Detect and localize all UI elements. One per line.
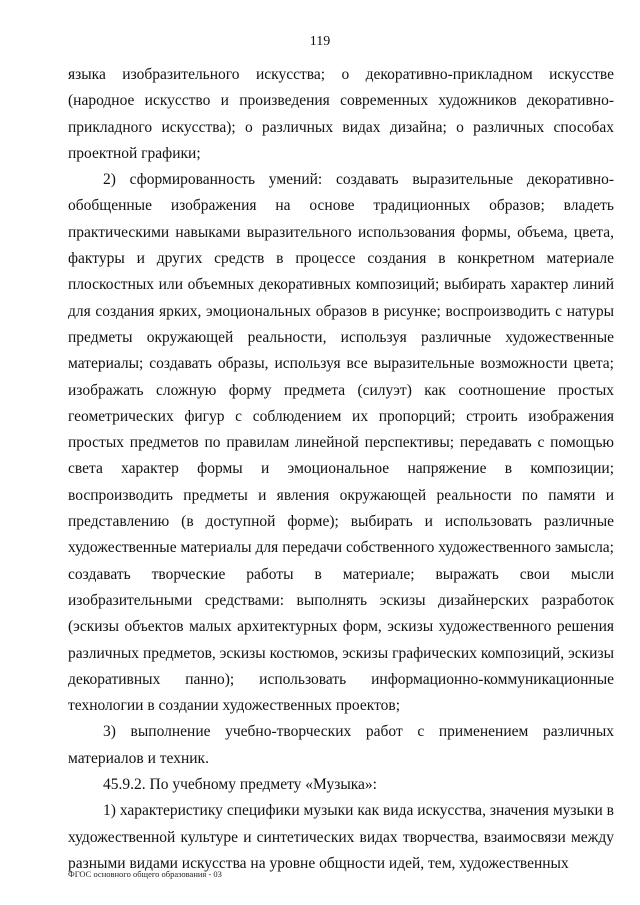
section-heading-music: 45.9.2. По учебному предмету «Музыка»: [103,776,377,794]
page-number: 119 [309,34,331,49]
paragraph-item-2: 2) сформированность умений: создавать выразительные декоративно-обобщенные изображения на основе традиционных образов; владеть практическими навыками выразительного использования формы, объема, цвета, фактуры и других средств в процессе создания в конкретном материале плоскостных или объемных декоративных композиций; выбирать характер линий для создания ярких, эмоциональных образов в рисунке; воспроизводить с натуры предметы окружающей реальности, используя различные художественные материалы; создавать образы, используя все выразительные возможности цвета; изображать сложную форму предмета (силуэт) как соотношение простых геометрических фигур с соблюдением их пропорций; строить изображения простых предметов по правилам линейной перспективы; передавать с помощью света характер формы и эмоциональное напряжение в композиции; воспроизводить предметы и явления окружающей реальности по памяти и представлению (в доступной форме); выбирать и использовать различные художественные материалы для передачи собственного художественного замысла; создавать творческие работы в материале; выражать свои мысли изобразительными средствами: выполнять эскизы дизайнерских разработок (эскизы объектов малых архитектурных форм, эскизы художественного решения различных предметов, эскизы костюмов, эскизы графических композиций, эскизы декоративных панно); использовать информационно-коммуникационные технологии в создании художественных проектов; [68,171,614,715]
page-body [68,62,614,877]
paragraph-continuation: языка изобразительного искусства; о декоративно-прикладном искусстве (народное искусство и произведения современных художников декоративно-прикладного искусства); о различных видах дизайна; о различных способах проектной графики; [68,66,614,162]
page-footer: ФГОС основного общего образования - 03 [68,869,222,879]
paragraph-music-item-1: 1) характеристику специфики музыки как вида искусства, значения музыки в художественной культуре и синтетических видах творчества, взаимосвязи между разными видами искусства на уровне общности идей, тем, художественных [68,802,614,872]
paragraph-item-3: 3) выполнение учебно-творческих работ с применением различных материалов и техник. [68,723,614,767]
